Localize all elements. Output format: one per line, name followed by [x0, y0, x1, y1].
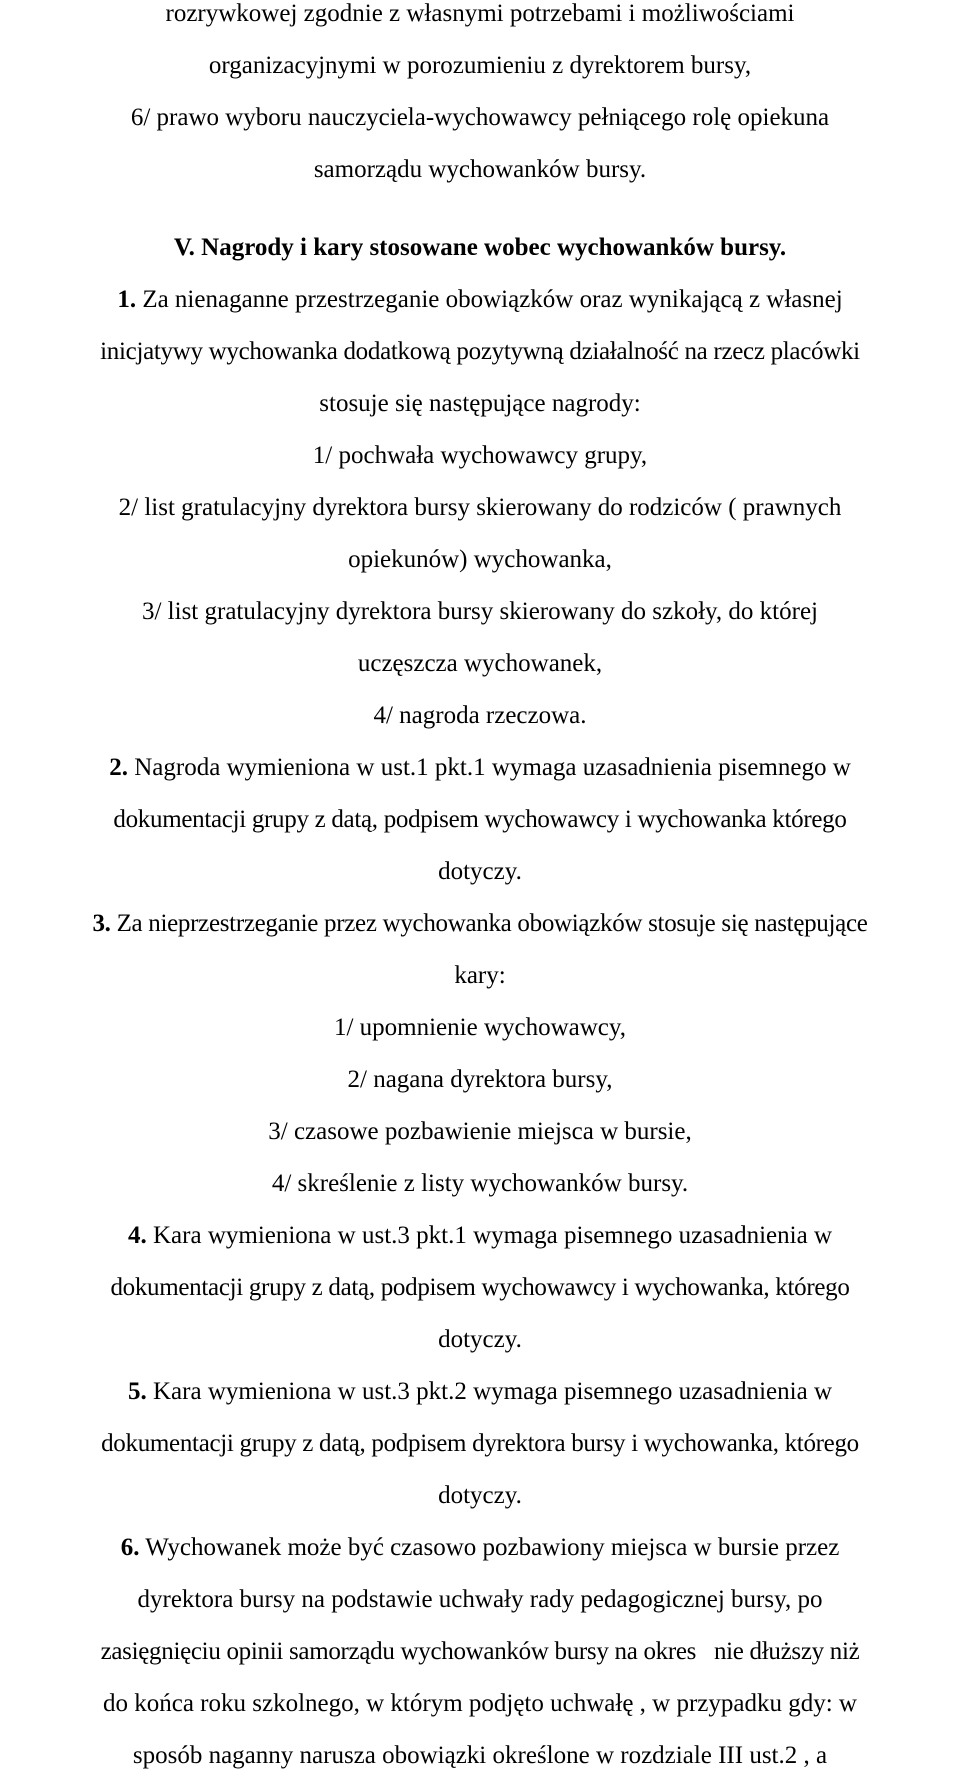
text-line: rozrywkowej zgodnie z własnymi potrzebami i możliwościami: [165, 0, 795, 27]
paragraph-2-line: dotyczy.: [438, 858, 522, 885]
section-heading: V. Nagrody i kary stosowane wobec wychowanków bursy.: [173, 234, 787, 261]
paragraph-text: Za nieprzestrzeganie przez wychowanka obowiązków stosuje się następujące: [116, 910, 868, 937]
paragraph-5-line: [4, 1366, 956, 1418]
list-item: 3/ czasowe pozbawienie miejsca w bursie,: [268, 1118, 692, 1145]
text-line: samorządu wychowanków bursy.: [313, 156, 647, 183]
list-item: uczęszcza wychowanek,: [357, 650, 603, 677]
paragraph-1-line: stosuje się następujące nagrody:: [319, 390, 641, 417]
paragraph-4-line: dotyczy.: [438, 1326, 522, 1353]
paragraph-5-line: dokumentacji grupy z datą, podpisem dyrektora bursy i wychowanka, którego: [101, 1430, 859, 1457]
paragraph-number: 1.: [117, 286, 137, 313]
paragraph-6-line: do końca roku szkolnego, w którym podjęto uchwałę , w przypadku gdy: w: [102, 1690, 857, 1717]
list-item: 3/ list gratulacyjny dyrektora bursy skierowany do szkoły, do której: [141, 598, 818, 625]
paragraph-4-line: [4, 1210, 956, 1262]
paragraph-3-line: kary:: [454, 962, 506, 989]
paragraph-6-line: [4, 1522, 956, 1574]
list-item: 1/ upomnienie wychowawcy,: [333, 1014, 627, 1041]
paragraph-text: Nagroda wymieniona w ust.1 pkt.1 wymaga uzasadnienia pisemnego w: [134, 754, 851, 781]
spacer: [4, 196, 956, 222]
paragraph-text: Kara wymieniona w ust.3 pkt.2 wymaga pisemnego uzasadnienia w: [153, 1378, 832, 1405]
paragraph-number: 5.: [128, 1378, 147, 1405]
paragraph-6-line: dyrektora bursy na podstawie uchwały rady pedagogicznej bursy, po: [137, 1586, 823, 1613]
paragraph-number: 6.: [120, 1534, 140, 1561]
list-item: opiekunów) wychowanka,: [348, 546, 612, 573]
paragraph-6-line: zasięgnięciu opinii samorządu wychowanków bursy na okres nie dłuższy niż: [100, 1638, 860, 1665]
paragraph-2-line: dokumentacji grupy z datą, podpisem wychowawcy i wychowanka którego: [113, 806, 847, 833]
paragraph-2-line: [4, 742, 956, 794]
paragraph-text: Wychowanek może być czasowo pozbawiony miejsca w bursie przez: [145, 1534, 840, 1561]
paragraph-1-line: inicjatywy wychowanka dodatkową pozytywną działalność na rzecz placówki: [100, 338, 860, 365]
paragraph-text: Za nienaganne przestrzeganie obowiązków oraz wynikającą z własnej: [142, 286, 843, 313]
paragraph-number: 2.: [109, 754, 128, 781]
list-item: 4/ nagroda rzeczowa.: [373, 702, 587, 729]
paragraph-number: 3.: [92, 910, 111, 937]
paragraph-1-line: [4, 274, 956, 326]
paragraph-3-line: [4, 898, 956, 950]
paragraph-text: Kara wymieniona w ust.3 pkt.1 wymaga pisemnego uzasadnienia w: [153, 1222, 832, 1249]
list-item: 4/ skreślenie z listy wychowanków bursy.: [271, 1170, 689, 1197]
text-line: 6/ prawo wyboru nauczyciela-wychowawcy pełniącego rolę opiekuna: [130, 104, 830, 131]
list-item: 1/ pochwała wychowawcy grupy,: [312, 442, 648, 469]
list-item: 2/ list gratulacyjny dyrektora bursy skierowany do rodziców ( prawnych: [118, 494, 842, 521]
paragraph-5-line: dotyczy.: [438, 1482, 522, 1509]
paragraph-4-line: dokumentacji grupy z datą, podpisem wychowawcy i wychowanka, którego: [110, 1274, 850, 1301]
text-line: organizacyjnymi w porozumieniu z dyrektorem bursy,: [208, 52, 752, 79]
paragraph-6-line: sposób naganny narusza obowiązki określone w rozdziale III ust.2 , a: [132, 1742, 828, 1769]
list-item: 2/ nagana dyrektora bursy,: [347, 1066, 613, 1093]
paragraph-number: 4.: [128, 1222, 147, 1249]
